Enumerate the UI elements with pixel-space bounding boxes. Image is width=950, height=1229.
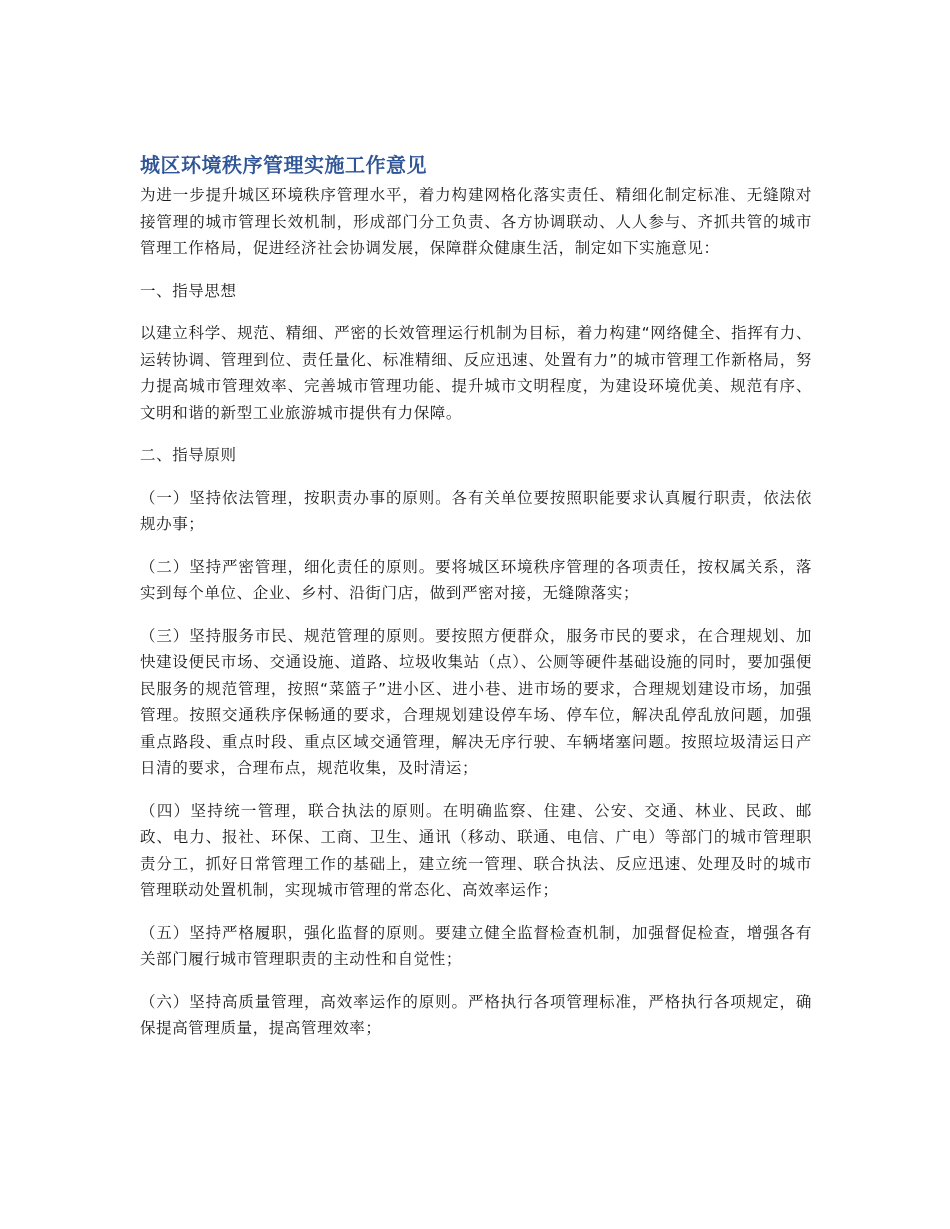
principle-item: （六）坚持高质量管理，高效率运作的原则。严格执行各项管理标准，严格执行各项规定，确保提高管理质量，提高管理效率； bbox=[140, 992, 812, 1037]
section-heading-guiding-thought: 一、指导思想 bbox=[140, 281, 237, 300]
principle-item: （一）坚持依法管理，按职责办事的原则。各有关单位要按照职能要求认真履行职责，依法依规办事； bbox=[140, 488, 812, 533]
section-heading-guiding-principles: 二、指导原则 bbox=[140, 446, 237, 464]
document-content bbox=[140, 150, 812, 1042]
document-title: 城区环境秩序管理实施工作意见 bbox=[140, 153, 427, 177]
principle-item: （三）坚持服务市民、规范管理的原则。要按照方便群众，服务市民的要求，在合理规划、加快建设便民市场、交通设施、道路、垃圾收集站（点）、公厕等硬件基础设施的同时，要加强便民服务的规范管理，按照“菜篮子”进小区、进小巷、进市场的要求，合理规划建设市场，加强管理。按照交通秩序保畅通的要求，合理规划建设停车场、停车位，解决乱停乱放问题，加强重点路段、重点时段、重点区域交通管理，解决无序行驶、车辆堵塞问题。按照垃圾清运日产日清的要求，合理布点，规范收集，及时清运； bbox=[140, 626, 812, 777]
principle-item: （五）坚持严格履职，强化监督的原则。要建立健全监督检查机制，加强督促检查，增强各有关部门履行城市管理职责的主动性和自觉性； bbox=[140, 923, 812, 968]
principle-item: （四）坚持统一管理，联合执法的原则。在明确监察、住建、公安、交通、林业、民政、邮政、电力、报社、环保、工商、卫生、通讯（移动、联通、电信、广电）等部门的城市管理职责分工，抓好日常管理工作的基础上，建立统一管理、联合执法、反应迅速、处理及时的城市管理联动处置机制，实现城市管理的常态化、高效率运作； bbox=[140, 801, 812, 899]
section-body-guiding-thought: 以建立科学、规范、精细、严密的长效管理运行机制为目标，着力构建“网络健全、指挥有力、运转协调、管理到位、责任量化、标准精细、反应迅速、处置有力”的城市管理工作新格局，努力提高城市管理效率、完善城市管理功能、提升城市文明程度，为建设环境优美、规范有序、文明和谐的新型工业旅游城市提供有力保障。 bbox=[140, 324, 812, 422]
principle-item: （二）坚持严密管理，细化责任的原则。要将城区环境秩序管理的各项责任，按权属关系，落实到每个单位、企业、乡村、沿街门店，做到严密对接，无缝隙落实； bbox=[140, 557, 812, 602]
intro-paragraph: 为进一步提升城区环境秩序管理水平，着力构建网格化落实责任、精细化制定标准、无缝隙对接管理的城市管理长效机制，形成部门分工负责、各方协调联动、人人参与、齐抓共管的城市管理工作格局，促进经济社会协调发展，保障群众健康生活，制定如下实施意见： bbox=[140, 186, 812, 257]
